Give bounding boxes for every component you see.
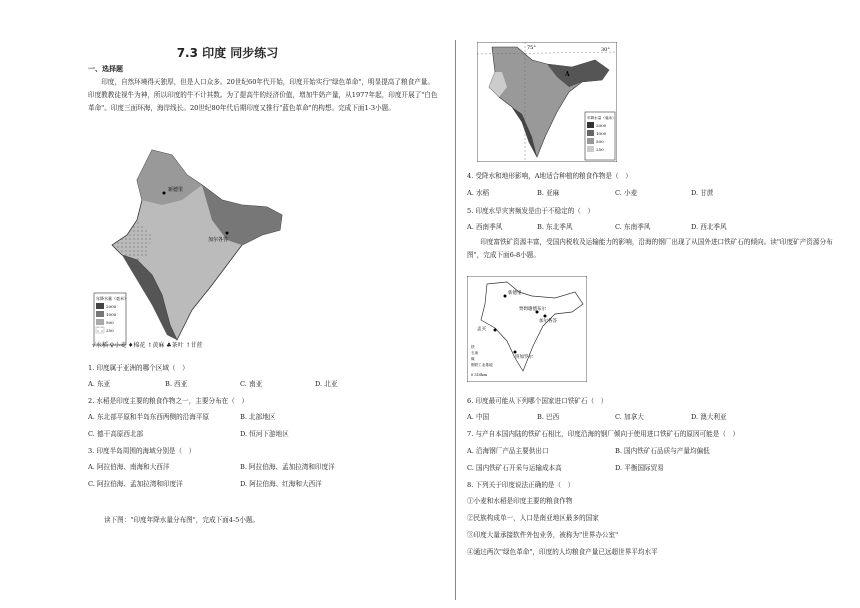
q8-statement-4: ④通过两次"绿色革命"，印度的人均粮食产量已远超世界平均水平 bbox=[467, 548, 658, 556]
map1-kolkata-label: 加尔各答 bbox=[208, 237, 229, 243]
q3-option-a[interactable]: A. 阿拉伯海、南海和大西洋 bbox=[88, 463, 170, 471]
map2-swatch-2 bbox=[587, 130, 594, 136]
q6-option-a[interactable]: A. 中国 bbox=[467, 413, 490, 421]
q1-option-d[interactable]: D. 北亚 bbox=[315, 380, 338, 388]
map2-legend-v3: 500 bbox=[596, 139, 604, 144]
q5-stem: 5. 印度水旱灾害频发是由于不稳定的（ ） bbox=[467, 207, 595, 215]
q1-option-c[interactable]: C. 南亚 bbox=[240, 380, 263, 388]
section-heading: 一、选择题 bbox=[88, 65, 123, 73]
q1-stem: 1. 印度属于亚洲的哪个区域（ ） bbox=[88, 364, 189, 372]
map3-kolkata-dot bbox=[544, 315, 547, 318]
map2-swatch-4 bbox=[587, 146, 594, 152]
q4-stem: 4. 受降水和地形影响，A地适合种植的粮食作物是（ ） bbox=[467, 172, 632, 180]
q2-option-a[interactable]: A. 东北部平原和半岛东西两侧的沿海平原 bbox=[88, 413, 210, 421]
map3-legend-4: 钢铁工业基地 bbox=[471, 363, 493, 367]
q7-option-d[interactable]: D. 平衡国际贸易 bbox=[615, 464, 664, 472]
map3-delhi-dot bbox=[504, 295, 507, 298]
q2-stem: 2. 水稻是印度主要的粮食作物之一，主要分布在（ ） bbox=[88, 397, 249, 405]
map2-legend-v4: 250 bbox=[596, 147, 604, 152]
legend-swatch-4 bbox=[96, 327, 104, 333]
map2-legend-v1: 2000 bbox=[596, 123, 607, 128]
map3-jamshedpur-label: 贾姆谢德布尔 bbox=[519, 307, 546, 312]
kolkata-dot bbox=[226, 232, 229, 235]
q8-statement-3: ③印度大量承接软件外包业务，被称为"世界办公室" bbox=[467, 531, 619, 539]
q4-option-c[interactable]: C. 小麦 bbox=[615, 189, 638, 197]
q1-option-a[interactable]: A. 东亚 bbox=[88, 380, 111, 388]
map3-delhi-label: 新德里 bbox=[508, 291, 522, 296]
map1-legend-v1: 2000 bbox=[106, 304, 117, 309]
map3-scale: 0 510km bbox=[471, 373, 487, 377]
q4-option-b[interactable]: B. 亚麻 bbox=[537, 189, 560, 197]
q5-option-b[interactable]: B. 东北季风 bbox=[537, 223, 573, 231]
q2-option-b[interactable]: B. 北部地区 bbox=[240, 413, 276, 421]
legend-swatch-1 bbox=[96, 303, 104, 309]
q5-option-d[interactable]: D. 西北季风 bbox=[691, 223, 727, 231]
crop-legend: √水稻 ♀小麦 ♦棉花 ↑黄麻 ♣茶叶 ↑甘蔗 bbox=[92, 342, 203, 349]
map2-point-a: A bbox=[565, 71, 570, 78]
q4-option-d[interactable]: D. 甘蔗 bbox=[691, 189, 714, 197]
q3-option-c[interactable]: C. 阿拉伯海、孟加拉湾和印度洋 bbox=[88, 480, 183, 488]
map1-legend-v2: 1000 bbox=[106, 312, 117, 317]
intro-paragraph: 印度，自然环境得天独厚，但是人口众多。20世纪60年代开始，印度开始实行"绿色革命"，明显提高了粮食产量。印度教教徒视牛为神，所以印度的牛不计其数。为了提高牛的经济价值，增加牛奶产量，从1977年起，印度开展了"白色革命"。印度三面环海，海岸线长。20世纪80年代后期印度又推行"蓝色革命"的构想。完成下面1-3小题。 bbox=[88, 78, 438, 112]
india-mineral-map bbox=[467, 276, 587, 382]
map2-legend-title: 年降水量（毫米） bbox=[587, 116, 616, 120]
map2-lon-label: 75° bbox=[527, 45, 536, 51]
q8-statement-1: ①小麦和水稻是印度主要的粮食作物 bbox=[467, 497, 573, 505]
map1-delhi-label: 新德里 bbox=[168, 187, 184, 193]
map2-legend-v2: 1000 bbox=[596, 131, 607, 136]
map2-swatch-3 bbox=[587, 138, 594, 144]
map2-swatch-1 bbox=[587, 122, 594, 128]
read-map-instruction: 读下图："印度年降水量分布图"，完成下面4-5小题。 bbox=[104, 516, 260, 524]
q6-option-c[interactable]: C. 加拿大 bbox=[615, 413, 644, 421]
q2-option-c[interactable]: C. 德干高原西北部 bbox=[88, 430, 144, 438]
q6-option-d[interactable]: D. 澳大利亚 bbox=[691, 413, 727, 421]
q8-stem: 8. 下列关于印度说法正确的是（ ） bbox=[467, 481, 575, 489]
q7-option-a[interactable]: A. 沿海钢厂产品主要供出口 bbox=[467, 447, 549, 455]
map3-kolkata-label: 加尔各答 bbox=[539, 319, 557, 324]
map3-legend-2: 石油 bbox=[471, 351, 479, 355]
q5-option-a[interactable]: A. 西南季风 bbox=[467, 223, 503, 231]
q5-option-c[interactable]: C. 东南季风 bbox=[615, 223, 651, 231]
q1-option-b[interactable]: B. 西亚 bbox=[165, 380, 188, 388]
legend-swatch-3 bbox=[96, 319, 104, 325]
q3-option-b[interactable]: B. 阿拉伯海、孟加拉湾和印度洋 bbox=[240, 463, 335, 471]
india-precipitation-map bbox=[477, 42, 617, 162]
legend-swatch-2 bbox=[96, 311, 104, 317]
map3-bangalore-dot bbox=[514, 351, 517, 354]
map1-legend-title: 年降水量（毫米） bbox=[96, 296, 128, 301]
q3-option-d[interactable]: D. 阿拉伯海、红海和大西洋 bbox=[240, 480, 322, 488]
q3-stem: 3. 印度半岛周围的海域分别是（ ） bbox=[88, 447, 196, 455]
q6-option-b[interactable]: B. 巴西 bbox=[537, 413, 560, 421]
intro-paragraph-2: 印度富铁矿资源丰富，受国内税收及运输能力的影响，沿海的钢厂出现了从国外进口铁矿石的倾向。读"印度矿产资源分布图"，完成下面6-8小题。 bbox=[467, 238, 833, 259]
q8-statement-2: ②民族构成单一，人口是南亚地区最多的国家 bbox=[467, 514, 599, 522]
q7-option-b[interactable]: B. 国内铁矿石品质与产量均偏低 bbox=[615, 447, 710, 455]
q6-stem: 6. 印度最可能从下列哪个国家进口铁矿石（ ） bbox=[467, 397, 608, 405]
map1-legend-v3: 500 bbox=[106, 320, 114, 325]
map1-legend-v4: 250 bbox=[106, 328, 114, 333]
map3-legend-3: 煤 bbox=[471, 357, 475, 361]
q7-stem: 7. 与产自本国内陆的铁矿石相比，印度沿海的钢厂倾向于使用进口铁矿石的原因可能是（ ） bbox=[467, 430, 740, 438]
q4-option-a[interactable]: A. 水稻 bbox=[467, 189, 490, 197]
map3-mumbai-dot bbox=[494, 329, 497, 332]
delhi-dot bbox=[163, 192, 166, 195]
india-crop-map bbox=[92, 145, 292, 350]
map2-lat-label: 30° bbox=[601, 47, 610, 53]
q7-option-c[interactable]: C. 国内铁矿石开采与运输成本高 bbox=[467, 464, 562, 472]
map3-legend-1: 铁 bbox=[471, 345, 475, 349]
q2-option-d[interactable]: D. 恒河下游地区 bbox=[240, 430, 289, 438]
map3-bangalore-label: 班加罗尔 bbox=[515, 355, 533, 360]
right-column bbox=[455, 0, 860, 608]
map3-mumbai-label: 孟买 bbox=[477, 327, 486, 332]
page-title: 7.3 印度 同步练习 bbox=[176, 46, 279, 60]
